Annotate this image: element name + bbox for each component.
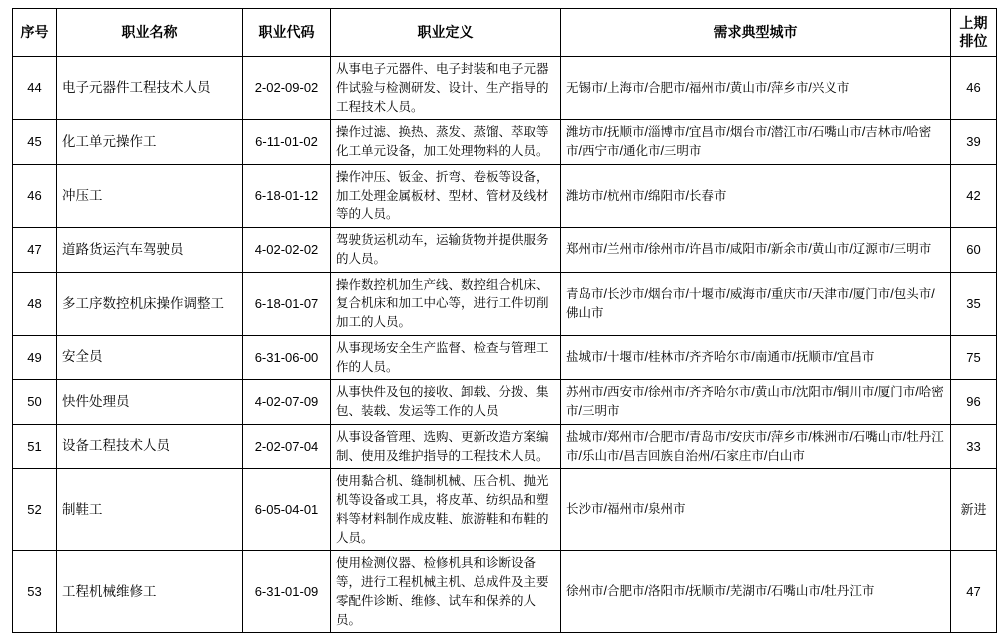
cell-definition: 从事电子元器件、电子封装和电子元器件试验与检测研发、设计、生产指导的工程技术人员。	[331, 57, 561, 120]
cell-cities: 潍坊市/杭州市/绵阳市/长春市	[561, 164, 951, 227]
cell-occupation-code: 4-02-07-09	[243, 380, 331, 425]
cell-seq: 45	[13, 120, 57, 165]
table-row	[13, 164, 997, 227]
cell-previous-rank: 35	[951, 272, 997, 335]
cell-definition: 操作冲压、钣金、折弯、卷板等设备，加工处理金属板材、型材、管材及线材等的人员。	[331, 164, 561, 227]
cell-previous-rank: 75	[951, 335, 997, 380]
cell-occupation-name: 冲压工	[57, 164, 243, 227]
cell-seq: 48	[13, 272, 57, 335]
table-row	[13, 424, 997, 469]
table-row	[13, 228, 997, 273]
cell-cities: 盐城市/郑州市/合肥市/青岛市/安庆市/萍乡市/株洲市/石嘴山市/牡丹江市/乐山市/昌吉回族自治州/石家庄市/白山市	[561, 424, 951, 469]
cell-occupation-code: 6-31-06-00	[243, 335, 331, 380]
cell-cities: 苏州市/西安市/徐州市/齐齐哈尔市/黄山市/沈阳市/铜川市/厦门市/哈密市/三明市	[561, 380, 951, 425]
cell-occupation-name: 工程机械维修工	[57, 551, 243, 633]
column-header-cities: 需求典型城市	[561, 9, 951, 57]
cell-seq: 52	[13, 469, 57, 551]
cell-occupation-name: 安全员	[57, 335, 243, 380]
cell-cities: 潍坊市/抚顺市/淄博市/宜昌市/烟台市/潜江市/石嘴山市/吉林市/哈密市/西宁市/通化市/三明市	[561, 120, 951, 165]
cell-occupation-name: 电子元器件工程技术人员	[57, 57, 243, 120]
cell-seq: 50	[13, 380, 57, 425]
cell-previous-rank: 新进	[951, 469, 997, 551]
table-row	[13, 335, 997, 380]
cell-seq: 53	[13, 551, 57, 633]
cell-seq: 49	[13, 335, 57, 380]
column-header-rank-line2: 排位	[959, 32, 988, 49]
cell-cities: 盐城市/十堰市/桂林市/齐齐哈尔市/南通市/抚顺市/宜昌市	[561, 335, 951, 380]
cell-definition: 从事快件及包的接收、卸载、分拨、集包、装载、发运等工作的人员	[331, 380, 561, 425]
column-header-rank-line1: 上期	[959, 15, 988, 31]
table-row	[13, 469, 997, 551]
cell-cities: 郑州市/兰州市/徐州市/许昌市/咸阳市/新余市/黄山市/辽源市/三明市	[561, 228, 951, 273]
cell-occupation-name: 道路货运汽车驾驶员	[57, 228, 243, 273]
document-page	[0, 8, 1008, 627]
cell-occupation-name: 快件处理员	[57, 380, 243, 425]
cell-occupation-code: 6-31-01-09	[243, 551, 331, 633]
column-header-seq: 序号	[13, 9, 57, 57]
cell-definition: 使用检测仪器、检修机具和诊断设备等，进行工程机械主机、总成件及主要零配件诊断、维修、试车和保养的人员。	[331, 551, 561, 633]
column-header-rank	[951, 9, 997, 57]
cell-previous-rank: 46	[951, 57, 997, 120]
cell-occupation-code: 6-11-01-02	[243, 120, 331, 165]
cell-occupation-code: 6-18-01-12	[243, 164, 331, 227]
cell-definition: 操作过滤、换热、蒸发、蒸馏、萃取等化工单元设备，加工处理物料的人员。	[331, 120, 561, 165]
cell-cities: 长沙市/福州市/泉州市	[561, 469, 951, 551]
cell-cities: 青岛市/长沙市/烟台市/十堰市/威海市/重庆市/天津市/厦门市/包头市/佛山市	[561, 272, 951, 335]
cell-occupation-name: 制鞋工	[57, 469, 243, 551]
cell-occupation-name: 化工单元操作工	[57, 120, 243, 165]
cell-occupation-code: 2-02-07-04	[243, 424, 331, 469]
cell-occupation-code: 2-02-09-02	[243, 57, 331, 120]
table-row	[13, 272, 997, 335]
cell-definition: 从事设备管理、选购、更新改造方案编制、使用及维护指导的工程技术人员。	[331, 424, 561, 469]
cell-previous-rank: 60	[951, 228, 997, 273]
cell-cities: 徐州市/合肥市/洛阳市/抚顺市/芜湖市/石嘴山市/牡丹江市	[561, 551, 951, 633]
cell-occupation-name: 多工序数控机床操作调整工	[57, 272, 243, 335]
cell-definition: 从事现场安全生产监督、检查与管理工作的人员。	[331, 335, 561, 380]
table-header	[13, 9, 997, 57]
cell-previous-rank: 96	[951, 380, 997, 425]
cell-occupation-code: 6-18-01-07	[243, 272, 331, 335]
table-row	[13, 380, 997, 425]
column-header-code: 职业代码	[243, 9, 331, 57]
cell-previous-rank: 42	[951, 164, 997, 227]
cell-previous-rank: 47	[951, 551, 997, 633]
cell-definition: 操作数控机加生产线、数控组合机床、复合机床和加工中心等，进行工件切削加工的人员。	[331, 272, 561, 335]
cell-occupation-code: 6-05-04-01	[243, 469, 331, 551]
cell-definition: 使用黏合机、缝制机械、压合机、抛光机等设备或工具，将皮革、纺织品和塑料等材料制作成皮鞋、旅游鞋和布鞋的人员。	[331, 469, 561, 551]
table-row	[13, 57, 997, 120]
cell-occupation-name: 设备工程技术人员	[57, 424, 243, 469]
table-header-row	[13, 9, 997, 57]
column-header-definition: 职业定义	[331, 9, 561, 57]
cell-cities: 无锡市/上海市/合肥市/福州市/黄山市/萍乡市/兴义市	[561, 57, 951, 120]
cell-previous-rank: 39	[951, 120, 997, 165]
column-header-name: 职业名称	[57, 9, 243, 57]
table-body	[13, 57, 997, 633]
cell-seq: 46	[13, 164, 57, 227]
occupation-shortage-table	[12, 8, 997, 633]
cell-definition: 驾驶货运机动车，运输货物并提供服务的人员。	[331, 228, 561, 273]
cell-seq: 44	[13, 57, 57, 120]
table-row	[13, 120, 997, 165]
cell-occupation-code: 4-02-02-02	[243, 228, 331, 273]
table-row	[13, 551, 997, 633]
cell-seq: 51	[13, 424, 57, 469]
cell-seq: 47	[13, 228, 57, 273]
cell-previous-rank: 33	[951, 424, 997, 469]
